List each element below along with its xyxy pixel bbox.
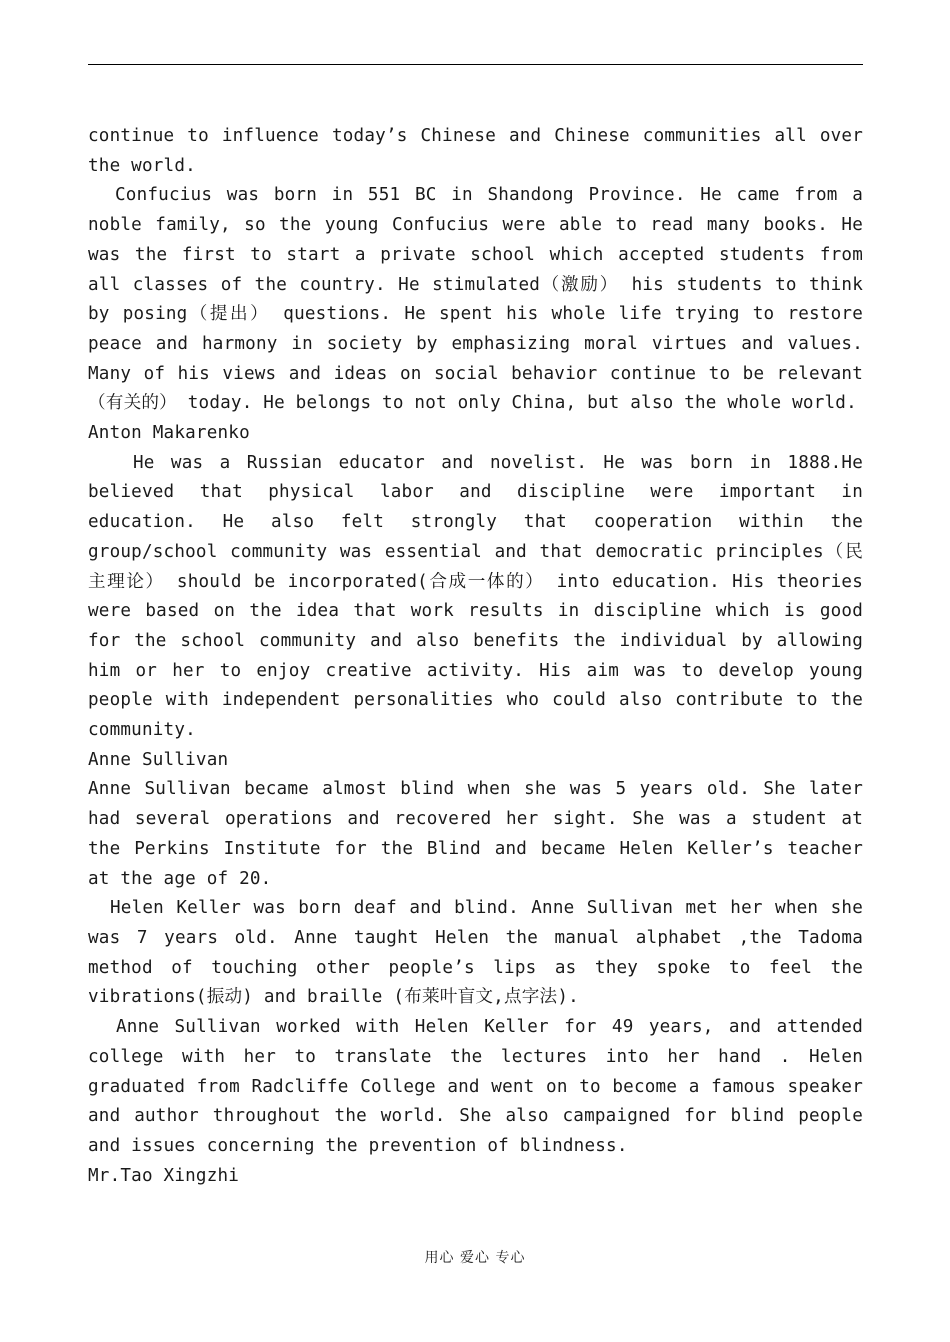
paragraph-makarenko: He was a Russian educator and novelist. He was born in 1888.He believed that physical labor and discipline were important in education. He also felt strongly that cooperation within the group/school community was essential and that democratic principles（民主理论） should be incorporated(合成一体的） into education. His theories were based on the idea that work results in discipline which is good for the school community and also benefits the individual by allowing him or her to enjoy creative activity. His aim was to develop young people with independent personalities who could also contribute to the community. xyxy=(88,452,863,741)
heading-tao-xingzhi: Mr.Tao Xingzhi xyxy=(88,1165,240,1186)
document-body xyxy=(88,122,863,1191)
page-footer: 用心 爱心 专心 xyxy=(424,1250,526,1266)
paragraph-sullivan-work: Anne Sullivan worked with Helen Keller for 49 years, and attended college with her to translate the lectures into her hand . Helen graduated from Radcliffe College and went on to become a famous speaker and author throughout the world. She also campaigned for blind people and issues concerning the prevention of blindness. xyxy=(88,1017,863,1156)
paragraph-intro: continue to influence today’s Chinese and Chinese communities all over the world. xyxy=(88,126,863,176)
heading-anne-sullivan: Anne Sullivan xyxy=(88,749,229,770)
header-rule xyxy=(88,64,863,65)
paragraph-confucius: Confucius was born in 551 BC in Shandong Province. He came from a noble family, so the young Confucius were able to read many books. He was the first to start a private school which accepted students from all classes of the country. He stimulated（激励） his students to think by posing（提出） questions. He spent his whole life trying to restore peace and harmony in society by emphasizing moral virtues and values. Many of his views and ideas on social behavior continue to be relevant（有关的） today. He belongs to not only China, but also the whole world. xyxy=(88,185,863,414)
paragraph-helen-keller: Helen Keller was born deaf and blind. Anne Sullivan met her when she was 7 years old. Anne taught Helen the manual alphabet ,the Tadoma method of touching other people’s lips as they spoke to feel the vibrations(振动) and braille (布莱叶盲文,点字法). xyxy=(88,898,863,1008)
paragraph-sullivan-bio: Anne Sullivan became almost blind when she was 5 years old. She later had several operations and recovered her sight. She was a student at the Perkins Institute for the Blind and became Helen Keller’s teacher at the age of 20. xyxy=(88,779,863,889)
heading-anton-makarenko: Anton Makarenko xyxy=(88,423,250,444)
